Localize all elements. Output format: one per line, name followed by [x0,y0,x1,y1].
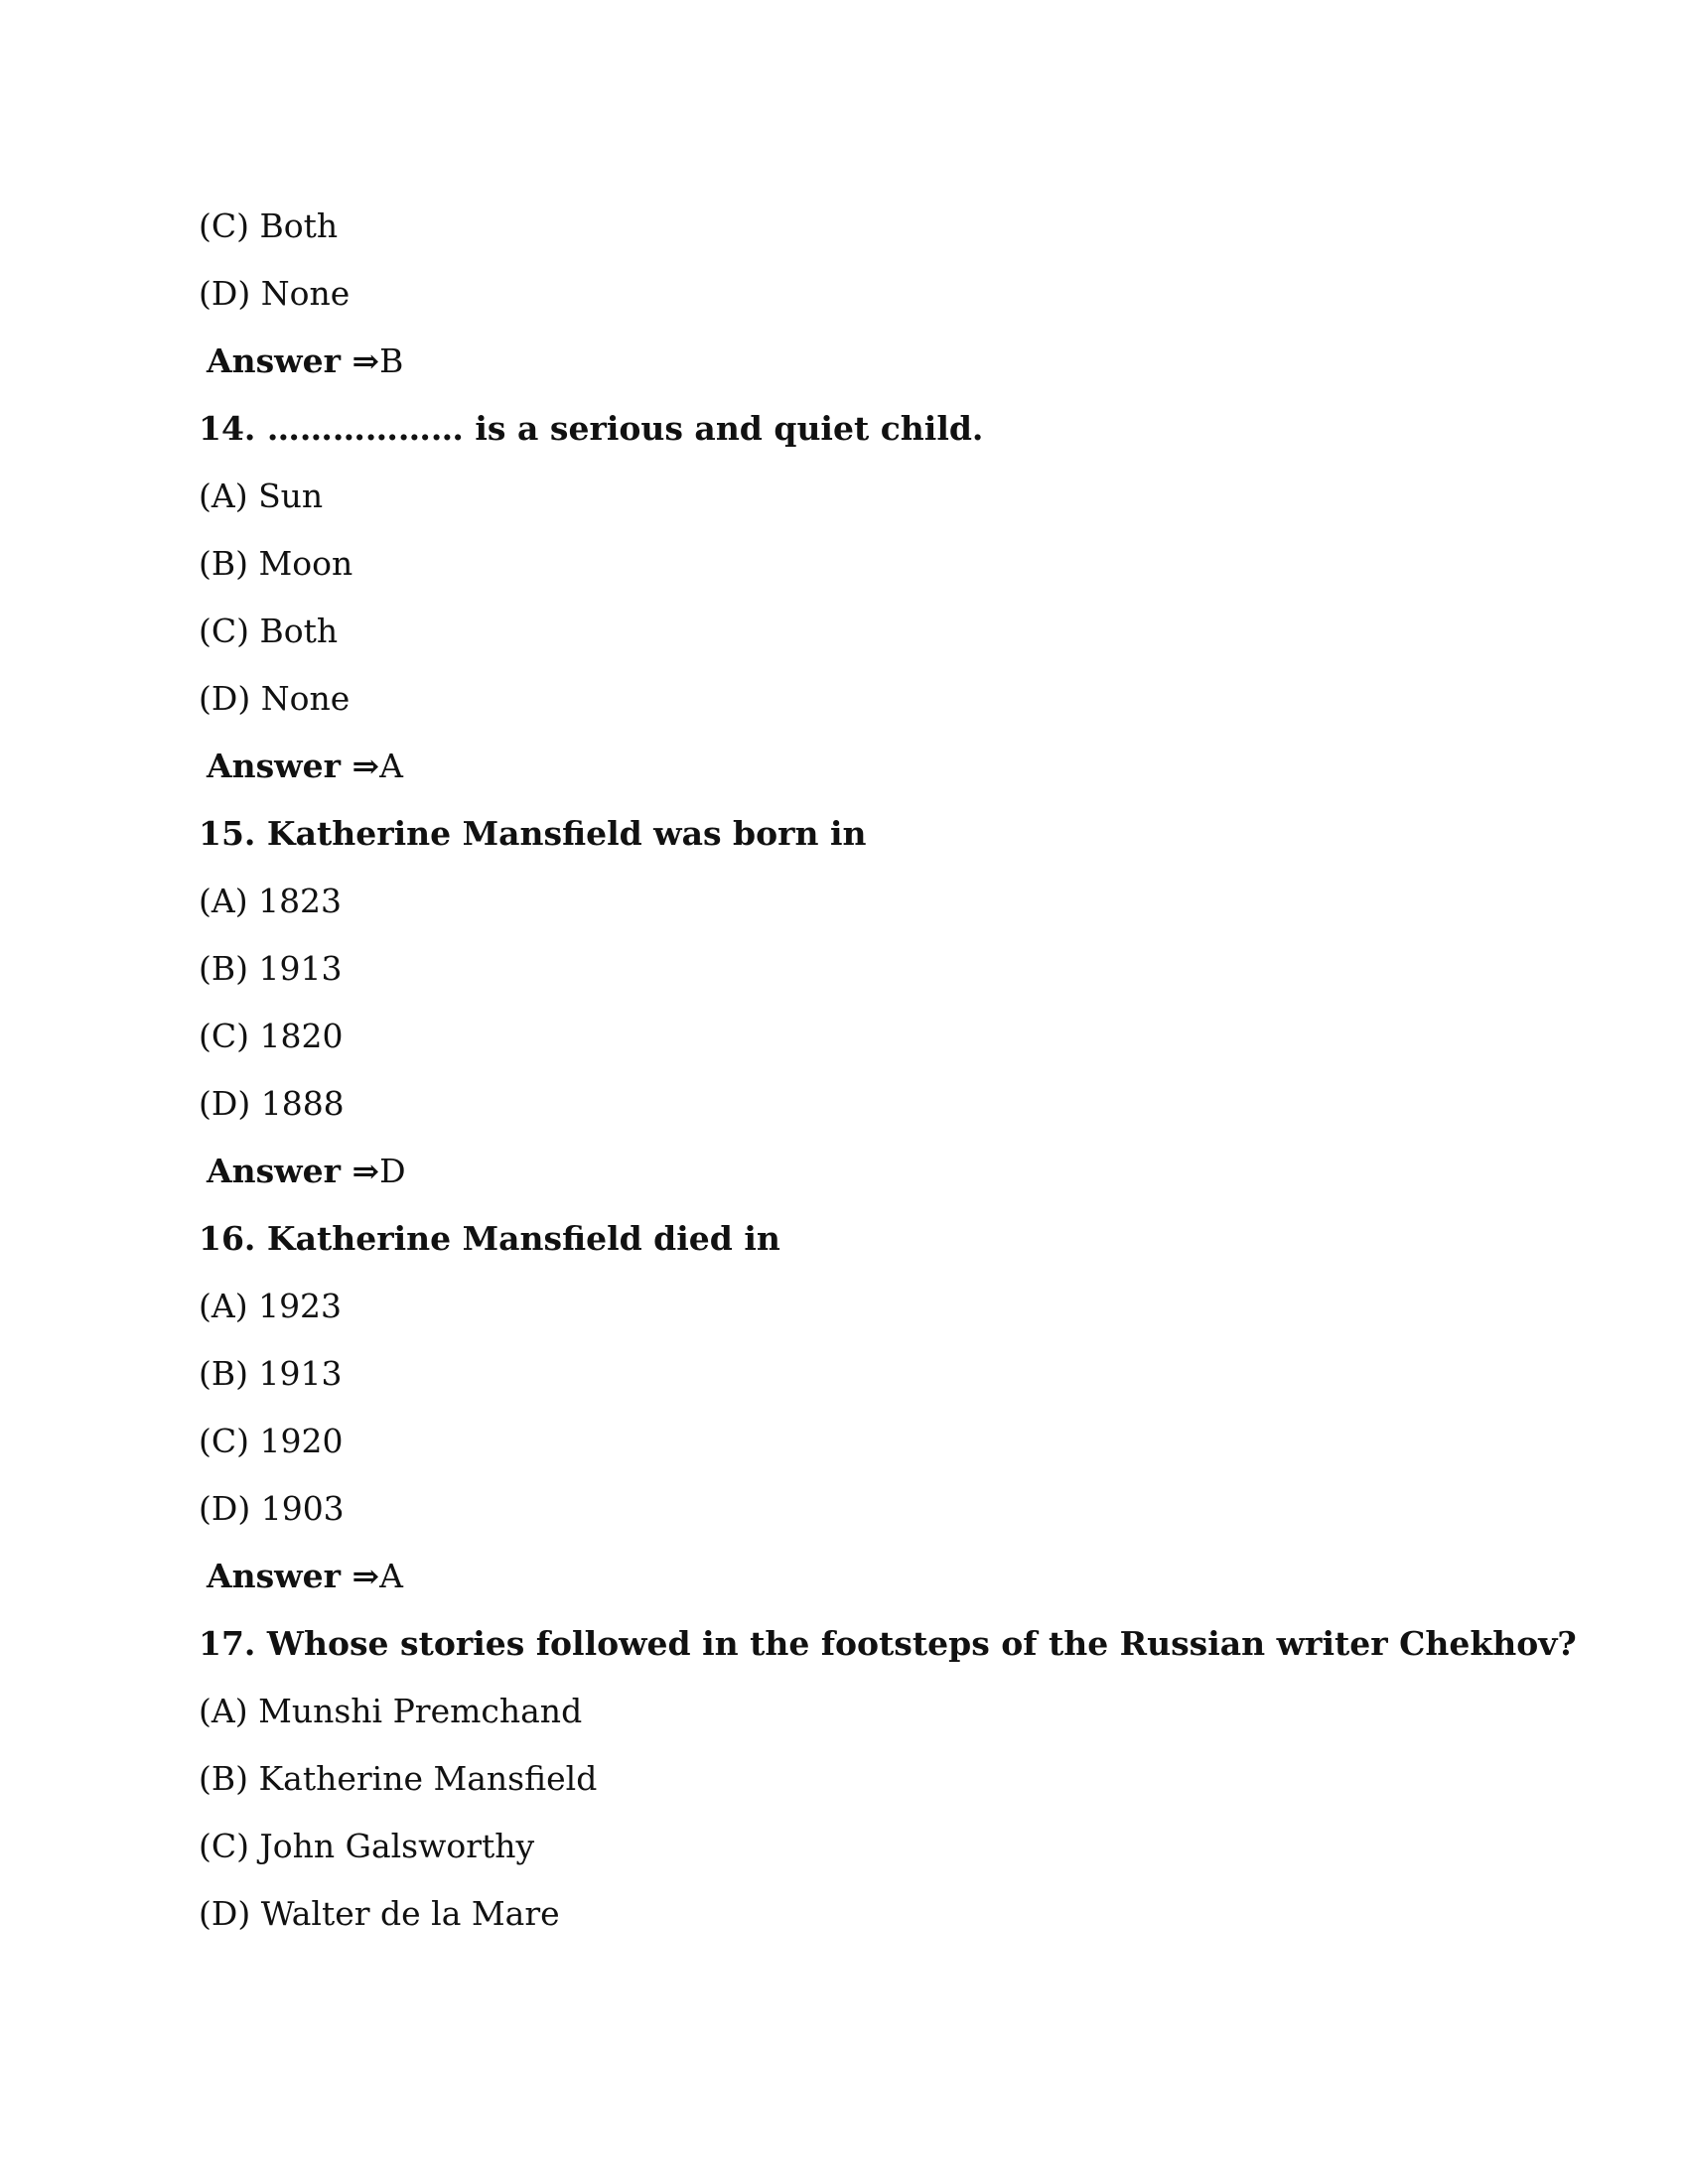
answer-line [199,1138,1549,1205]
answer-value: A [379,747,403,785]
answer-value: A [379,1557,403,1595]
option-c: (C) Both [199,206,339,245]
question-16: 16. Katherine Mansfield died in [199,1219,780,1258]
option-a: (A) Sun [199,477,324,515]
option-b: (B) 1913 [199,1354,343,1393]
option-d: (D) None [199,274,351,313]
option-c: (C) John Galsworthy [199,1827,535,1865]
answer-label: Answer ⇒ [207,1557,380,1595]
answer-line [199,733,1549,800]
option-d: (D) 1903 [199,1489,345,1528]
option-c: (C) 1920 [199,1422,344,1460]
answer-label: Answer ⇒ [207,341,380,380]
document-page [199,193,1577,1948]
answer-value: D [379,1152,406,1190]
question-17: 17. Whose stories followed in the footsteps of the Russian writer Chekhov? [199,1624,1577,1663]
question-15: 15. Katherine Mansfield was born in [199,814,867,853]
option-c: (C) Both [199,612,339,650]
option-b: (B) Katherine Mansfield [199,1759,598,1798]
answer-label: Answer ⇒ [207,747,380,785]
answer-line [199,328,1549,395]
option-c: (C) 1820 [199,1017,344,1055]
option-d: (D) Walter de la Mare [199,1894,560,1933]
option-a: (A) Munshi Premchand [199,1692,583,1730]
option-a: (A) 1923 [199,1287,343,1325]
answer-label: Answer ⇒ [207,1152,380,1190]
answer-value: B [379,341,404,380]
option-b: (B) 1913 [199,949,343,988]
option-d: (D) 1888 [199,1084,345,1123]
option-b: (B) Moon [199,544,353,583]
option-d: (D) None [199,679,351,718]
answer-line [199,1543,1549,1610]
option-a: (A) 1823 [199,882,343,920]
question-14: 14. ……………… is a serious and quiet child. [199,409,984,448]
